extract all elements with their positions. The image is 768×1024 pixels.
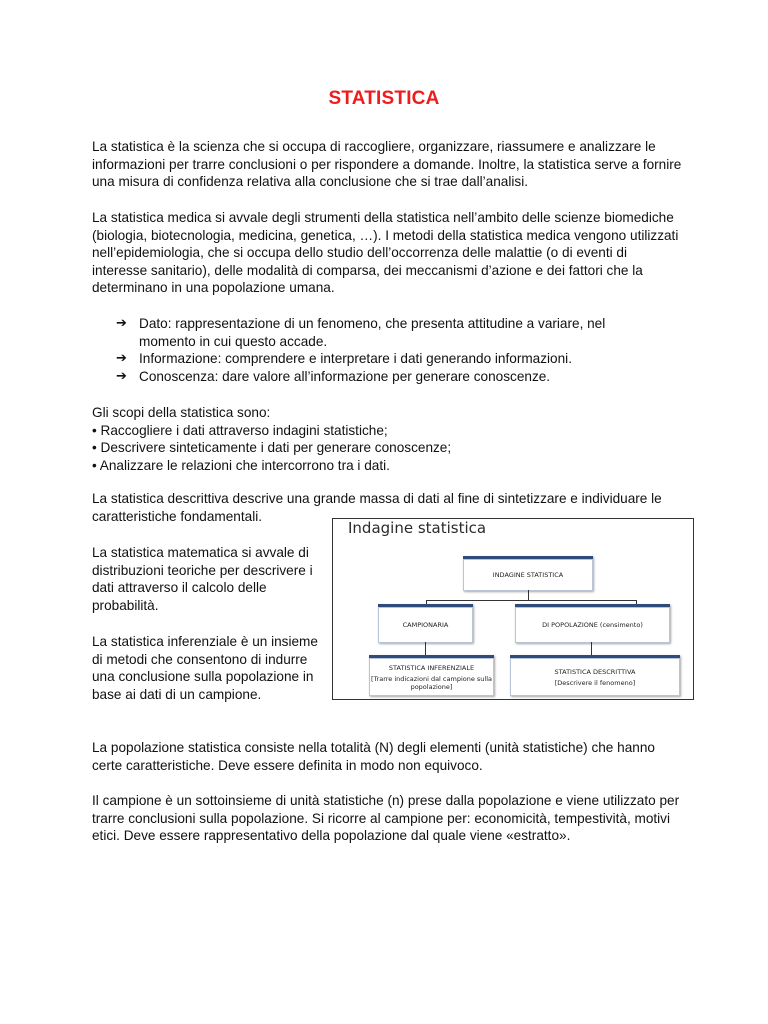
figure-title: Indagine statistica: [348, 519, 487, 537]
scopi-section: [92, 404, 682, 474]
diagram-node-root: INDAGINE STATISTICA: [463, 556, 593, 591]
arrow-icon: ➔: [116, 368, 127, 384]
list-item: • Analizzare le relazioni che intercorrono tra i dati.: [92, 457, 390, 473]
list-item: • Descrivere sinteticamente i dati per generare conoscenze;: [92, 440, 452, 455]
diagram-node-inferenziale: STATISTICA INFERENZIALE [Trarre indicazioni dal campione sulla popolazione]: [369, 655, 494, 696]
scopi-heading: Gli scopi della statistica sono:: [92, 405, 271, 420]
page-title: STATISTICA: [328, 88, 440, 109]
diagram-node-campionaria: CAMPIONARIA: [378, 604, 473, 643]
paragraph-intro: La statistica è la scienza che si occupa di raccogliere, organizzare, riassumere e analizzare le informazioni per trarre conclusioni o per rispondere a domande. Inoltre, la statistica serve a fornire una misura di confidenza relativa alla conclusione che si trae dall’analisi.: [92, 139, 682, 189]
diagram-node-descrittiva: STATISTICA DESCRITTIVA [Descrivere il fenomeno]: [510, 655, 680, 696]
paragraph-inferenziale: La statistica inferenziale è un insieme di metodi che consentono di indurre una conclusione sulla popolazione in base ai dati di un campione.: [92, 634, 318, 702]
arrow-icon: ➔: [116, 351, 127, 366]
paragraph-popolazione: La popolazione statistica consiste nella totalità (N) degli elementi (unità statistiche) che hanno certe caratteristiche. Deve essere definita in modo non equivoco.: [92, 740, 655, 773]
paragraph-matematica: La statistica matematica si avvale di distribuzioni teoriche per descrivere i dati attraverso il calcolo delle probabilità.: [92, 545, 313, 613]
paragraph-statistica-medica: La statistica medica si avvale degli strumenti della statistica nell’ambito delle scienze biomediche (biologia, biotecnologia, medicina, genetica, …). I metodi della statistica medica vengono utilizzati nell’epidemiologia, che si occupa dello studio dell’occorrenza delle malattie (o di eventi di interesse sanitario), delle modalità di comparsa, dei meccanismi d’azione e dei fattori che la determinano in una popolazione umana.: [92, 210, 679, 295]
paragraph-campione: Il campione è un sottoinsieme di unità statistiche (n) prese dalla popolazione e viene utilizzato per trarre conclusioni sulla popolazione. Si ricorre al campione per: economicità, tempestività, motivi etici. Deve essere rappresentativo della popolazione dal quale viene «estratto».: [92, 793, 680, 843]
diagram-node-popolazione: DI POPOLAZIONE (censimento): [515, 604, 670, 643]
list-item: ➔ Conoscenza: dare valore all’informazione per generare conoscenze.: [116, 368, 551, 384]
connector-line: [591, 642, 592, 655]
indagine-statistica-figure: [332, 518, 694, 700]
list-item: ➔ Informazione: comprendere e interpretare i dati generando informazioni.: [116, 351, 572, 366]
list-item: • Raccogliere i dati attraverso indagini statistiche;: [92, 422, 388, 438]
connector-line: [425, 642, 426, 655]
connector-line: [528, 590, 529, 600]
arrow-icon: ➔: [116, 316, 127, 331]
paragraph-descrittiva: La statistica descrittiva descrive una grande massa di dati al fine di sintetizzare e individuare le caratteristiche fondamentali.: [92, 491, 662, 524]
list-item: ➔ Dato: rappresentazione di un fenomeno, che presenta attitudine a variare, nel momento in cui questo accade.: [116, 316, 606, 349]
connector-line: [426, 600, 636, 601]
concepts-list: [116, 315, 656, 385]
